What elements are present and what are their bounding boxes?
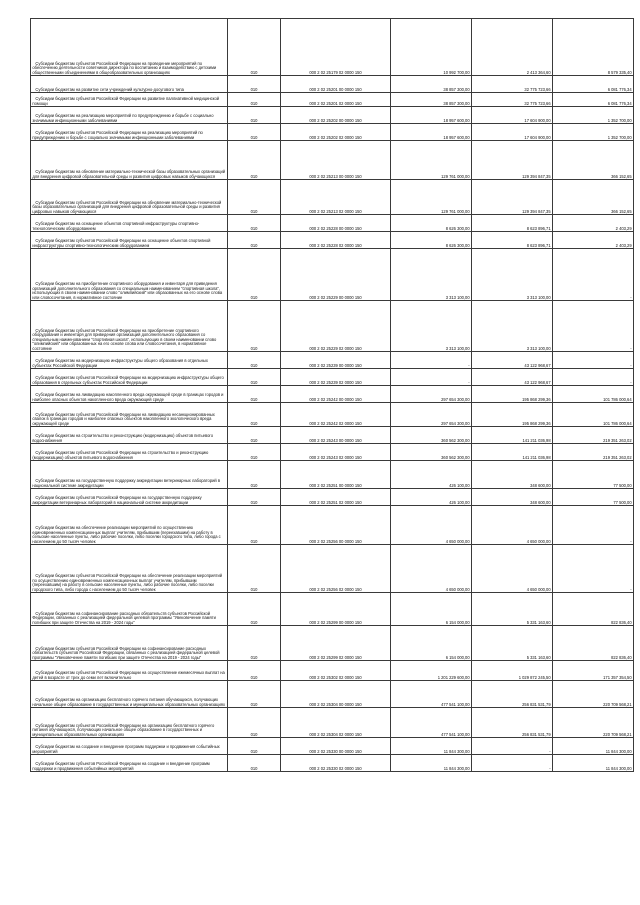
row-name: Субсидии бюджетам на организацию бесплатного горячего питания обучающихся, получающих начальное общее образование в государственных и муниципальных образовательных организациях [31, 681, 228, 708]
row-code: 010 [228, 681, 281, 708]
row-kbk: 000 2 02 25239 00 0000 150 [281, 352, 391, 369]
row-done: - [472, 738, 553, 755]
row-plan: 477 541 100,00 [391, 681, 472, 708]
row-kbk: 000 2 02 25228 02 0000 150 [281, 232, 391, 249]
table-row [31, 403, 634, 427]
budget-table-body [31, 19, 634, 772]
row-rest: 822 836,40 [553, 593, 634, 626]
row-plan: 6 154 000,00 [391, 626, 472, 661]
row-rest: 219 351 263,02 [553, 444, 634, 461]
row-plan: 426 100,00 [391, 461, 472, 489]
row-rest: - [553, 545, 634, 593]
row-name: Субсидии бюджетам субъектов Российской Федерации на создание и внедрение программ поддержки и продвижения событийных мероприятий [31, 755, 228, 772]
row-code: 010 [228, 386, 281, 403]
row-plan: 360 562 300,00 [391, 444, 472, 461]
table-row [31, 755, 634, 772]
row-rest: 11 844 300,00 [553, 738, 634, 755]
row-kbk: 000 2 02 25251 00 0000 150 [281, 461, 391, 489]
row-plan: 18 957 600,00 [391, 107, 472, 124]
row-done: 5 331 163,60 [472, 593, 553, 626]
row-name: Субсидии бюджетам на софинансирование расходных обязательств субъектов Российской Федерации, связанных с реализацией федеральной целевой программы "Увековечение памяти погибших при защите Отечества на 2019 - 2024 годы" [31, 593, 228, 626]
row-kbk: 000 2 02 25179 02 0000 150 [281, 19, 391, 76]
row-rest: 2 403,29 [553, 215, 634, 232]
row-done: 256 831 531,79 [472, 708, 553, 738]
table-row [31, 249, 634, 301]
row-kbk: 000 2 02 25202 00 0000 150 [281, 107, 391, 124]
row-code: 010 [228, 141, 281, 180]
row-done: 195 868 299,36 [472, 386, 553, 403]
row-plan: 38 857 300,00 [391, 93, 472, 107]
row-done: 5 331 163,60 [472, 626, 553, 661]
table-row [31, 141, 634, 180]
row-done: 4 650 000,00 [472, 545, 553, 593]
row-code: 010 [228, 93, 281, 107]
row-code: 010 [228, 444, 281, 461]
row-kbk: 000 2 02 25330 02 0000 150 [281, 755, 391, 772]
row-plan: 6 154 000,00 [391, 593, 472, 626]
table-row [31, 386, 634, 403]
row-name: Субсидии бюджетам на государственную поддержку аккредитации ветеринарных лабораторий в национальной системе аккредитации [31, 461, 228, 489]
row-done: 8 623 896,71 [472, 232, 553, 249]
row-plan: 477 541 100,00 [391, 708, 472, 738]
table-row [31, 301, 634, 352]
row-done: 1 029 872 245,50 [472, 661, 553, 681]
row-kbk: 000 2 02 25239 02 0000 150 [281, 369, 391, 386]
row-code: 010 [228, 215, 281, 232]
row-name: Субсидии бюджетам на ликвидацию накопленного вреда окружающей среде в границах городов и наиболее опасных объектов накопленного вреда окружающей среде [31, 386, 228, 403]
row-code: 010 [228, 369, 281, 386]
row-rest: - [553, 249, 634, 301]
row-name: Субсидии бюджетам субъектов Российской Федерации на обеспечение реализации мероприятий по осуществлению единовременных компенсационных выплат учителям, прибывшим (переехавшим) на работу в сельские населенные пункты, либо рабочие поселки, либо поселки городского типа, либо города с населением до 50 тысяч человек [31, 545, 228, 593]
row-kbk: 000 2 02 25229 02 0000 150 [281, 301, 391, 352]
row-code: 010 [228, 124, 281, 141]
row-kbk: 000 2 02 25213 02 0000 150 [281, 180, 391, 215]
row-name: Субсидии бюджетам субъектов Российской Федерации на государственную поддержку аккредитации ветеринарных лабораторий в национальной системе аккредитации [31, 489, 228, 506]
row-rest: 6 081 776,34 [553, 76, 634, 93]
row-name: Субсидии бюджетам на реализацию мероприятий по предупреждению и борьбе с социально значимыми инфекционными заболеваниями [31, 107, 228, 124]
row-rest: 219 351 263,02 [553, 427, 634, 444]
row-done: 17 604 900,00 [472, 107, 553, 124]
row-code: 010 [228, 489, 281, 506]
row-name: Субсидии бюджетам на модернизацию инфраструктуры общего образования в отдельных субъектах Российской Федерации [31, 352, 228, 369]
table-row [31, 19, 634, 76]
row-rest: 101 786 000,64 [553, 403, 634, 427]
row-plan: 11 844 300,00 [391, 755, 472, 772]
row-code: 010 [228, 180, 281, 215]
row-rest: 11 844 300,00 [553, 755, 634, 772]
row-plan: 1 201 229 600,00 [391, 661, 472, 681]
row-kbk: 000 2 02 25256 00 0000 150 [281, 506, 391, 545]
table-row [31, 180, 634, 215]
row-done: 32 775 723,66 [472, 93, 553, 107]
row-done: 141 211 036,98 [472, 444, 553, 461]
row-name: Субсидии бюджетам субъектов Российской Федерации на оснащение объектов спортивной инфраструктуры спортивно-технологическим оборудованием [31, 232, 228, 249]
row-name: Субсидии бюджетам на строительство и реконструкцию (модернизацию) объектов питьевого водоснабжения [31, 427, 228, 444]
row-plan: 8 626 300,00 [391, 232, 472, 249]
row-kbk: 000 2 02 25242 02 0000 150 [281, 403, 391, 427]
row-done: 32 775 723,66 [472, 76, 553, 93]
row-plan: 8 626 300,00 [391, 215, 472, 232]
row-plan: 360 562 300,00 [391, 427, 472, 444]
table-row [31, 626, 634, 661]
row-code: 010 [228, 76, 281, 93]
row-rest: 77 500,00 [553, 461, 634, 489]
row-done: 3 313 100,00 [472, 301, 553, 352]
row-rest: 8 579 335,40 [553, 19, 634, 76]
row-plan: 11 844 300,00 [391, 738, 472, 755]
budget-table [30, 18, 634, 772]
row-code: 010 [228, 626, 281, 661]
row-name: Субсидии бюджетам субъектов Российской Федерации на модернизацию инфраструктуры общего образования в отдельных субъектах Российской Федерации [31, 369, 228, 386]
row-kbk: 000 2 02 25213 00 0000 150 [281, 141, 391, 180]
row-kbk: 000 2 02 25242 00 0000 150 [281, 386, 391, 403]
row-code: 010 [228, 461, 281, 489]
table-row [31, 738, 634, 755]
row-rest: 2 403,29 [553, 232, 634, 249]
row-done: 3 313 100,00 [472, 249, 553, 301]
row-done: 256 831 531,79 [472, 681, 553, 708]
row-kbk: 000 2 02 25228 00 0000 150 [281, 215, 391, 232]
row-rest: 366 152,65 [553, 141, 634, 180]
row-code: 010 [228, 545, 281, 593]
row-kbk: 000 2 02 25243 00 0000 150 [281, 427, 391, 444]
row-done: 43 122 968,67 [472, 369, 553, 386]
table-row [31, 352, 634, 369]
row-done: 2 413 364,60 [472, 19, 553, 76]
table-row [31, 661, 634, 681]
row-code: 010 [228, 661, 281, 681]
row-code: 010 [228, 738, 281, 755]
table-row [31, 93, 634, 107]
row-plan: 426 100,00 [391, 489, 472, 506]
row-kbk: 000 2 02 25201 02 0000 150 [281, 93, 391, 107]
table-row [31, 681, 634, 708]
row-name: Субсидии бюджетам субъектов Российской Федерации на реализацию мероприятий по предупреждению и борьбе с социально значимыми инфекционными заболеваниями [31, 124, 228, 141]
row-code: 010 [228, 301, 281, 352]
row-code: 010 [228, 593, 281, 626]
row-done: 129 394 847,35 [472, 180, 553, 215]
row-kbk: 000 2 02 25251 02 0000 150 [281, 489, 391, 506]
row-plan: 4 650 000,00 [391, 506, 472, 545]
row-name: Субсидии бюджетам субъектов Российской Федерации на организацию бесплатного горячего питания обучающихся, получающих начальное общее образование в государственных и муниципальных образовательных организациях [31, 708, 228, 738]
row-plan: 38 857 300,00 [391, 76, 472, 93]
row-done: 141 211 036,98 [472, 427, 553, 444]
row-kbk: 000 2 02 25243 02 0000 150 [281, 444, 391, 461]
row-plan: 3 313 100,00 [391, 301, 472, 352]
row-name: Субсидии бюджетам субъектов Российской Федерации на ликвидацию несанкционированных свалок в границах городов и наиболее опасных объектов накопленного экологического вреда окружающей среде [31, 403, 228, 427]
row-plan: 18 957 600,00 [391, 124, 472, 141]
row-code: 010 [228, 352, 281, 369]
row-code: 010 [228, 107, 281, 124]
row-kbk: 000 2 02 25304 00 0000 150 [281, 681, 391, 708]
table-row [31, 427, 634, 444]
table-row [31, 107, 634, 124]
row-code: 010 [228, 755, 281, 772]
row-rest: - [553, 369, 634, 386]
row-name: Субсидии бюджетам на обеспечение реализации мероприятий по осуществлению единовременных компенсационных выплат учителям, прибывшим (переехавшим) на работу в сельские населенные пункты, либо рабочие поселки, либо поселки городского типа, либо города с населением до 50 тысяч человек [31, 506, 228, 545]
row-done: 348 600,00 [472, 489, 553, 506]
row-done: 4 650 000,00 [472, 506, 553, 545]
row-plan: 3 313 100,00 [391, 249, 472, 301]
table-row [31, 124, 634, 141]
row-name: Субсидии бюджетам на приобретение спортивного оборудования и инвентаря для приведения организаций дополнительного образования со специальным наименованием "спортивная школа", использующих в своем наименовании слово "олимпийский" или образованных на его основе слова или словосочетания, в нормативное состояние [31, 249, 228, 301]
row-rest: 1 352 700,00 [553, 124, 634, 141]
row-plan: 10 992 700,00 [391, 19, 472, 76]
row-name: Субсидии бюджетам субъектов Российской Федерации на обновление материально-технической базы образовательных организаций для внедрения цифровой образовательной среды и развития цифровых навыков обучающихся [31, 180, 228, 215]
row-plan: - [391, 369, 472, 386]
row-plan: 4 650 000,00 [391, 545, 472, 593]
row-done: - [472, 755, 553, 772]
row-code: 010 [228, 427, 281, 444]
row-rest: 366 152,65 [553, 180, 634, 215]
row-name: Субсидии бюджетам субъектов Российской Федерации на софинансирование расходных обязательств субъектов Российской Федерации, связанных с реализацией федеральной целевой программы "Увековечение памяти погибших при защите Отечества на 2019 - 2024 годы" [31, 626, 228, 661]
table-row [31, 369, 634, 386]
table-row [31, 489, 634, 506]
row-kbk: 000 2 02 25229 00 0000 150 [281, 249, 391, 301]
row-name: Субсидии бюджетам на обновление материально-технической базы образовательных организаций для внедрения цифровой образовательной среды и развития цифровых навыков обучающихся [31, 141, 228, 180]
row-code: 010 [228, 19, 281, 76]
row-code: 010 [228, 506, 281, 545]
row-rest: 1 352 700,00 [553, 107, 634, 124]
table-row [31, 215, 634, 232]
row-plan: 129 761 000,00 [391, 180, 472, 215]
table-row [31, 506, 634, 545]
row-kbk: 000 2 02 25201 00 0000 150 [281, 76, 391, 93]
row-kbk: 000 2 02 25302 02 0000 150 [281, 661, 391, 681]
row-rest: 77 500,00 [553, 489, 634, 506]
table-row [31, 708, 634, 738]
row-plan: 129 761 000,00 [391, 141, 472, 180]
table-row [31, 461, 634, 489]
row-rest: 220 709 568,21 [553, 708, 634, 738]
row-done: 8 623 896,71 [472, 215, 553, 232]
row-done: 17 604 900,00 [472, 124, 553, 141]
row-done: 43 122 968,67 [472, 352, 553, 369]
row-name: Субсидии бюджетам субъектов Российской Федерации на проведение мероприятий по обеспечению деятельности советников директора по воспитанию и взаимодействию с детскими общественными объединениями в общеобразовательных организациях [31, 19, 228, 76]
row-rest: - [553, 506, 634, 545]
row-code: 010 [228, 403, 281, 427]
row-name: Субсидии бюджетам на развитие сети учреждений культурно-досугового типа [31, 76, 228, 93]
row-code: 010 [228, 232, 281, 249]
row-rest: 101 786 000,64 [553, 386, 634, 403]
row-done: 129 394 847,35 [472, 141, 553, 180]
row-kbk: 000 2 02 25299 00 0000 150 [281, 593, 391, 626]
row-plan: 297 654 300,00 [391, 403, 472, 427]
table-row [31, 545, 634, 593]
row-plan: 297 654 300,00 [391, 386, 472, 403]
row-rest: 171 357 354,50 [553, 661, 634, 681]
row-rest: - [553, 301, 634, 352]
row-rest: 220 709 568,21 [553, 681, 634, 708]
row-name: Субсидии бюджетам субъектов Российской Федерации на осуществление ежемесячных выплат на детей в возрасте от трех до семи лет включительно [31, 661, 228, 681]
row-rest: 6 081 776,34 [553, 93, 634, 107]
budget-report-sheet [30, 18, 634, 772]
row-kbk: 000 2 02 25202 02 0000 150 [281, 124, 391, 141]
row-code: 010 [228, 249, 281, 301]
row-name: Субсидии бюджетам на создание и внедрение программ поддержки и продвижения событийных мероприятий [31, 738, 228, 755]
row-plan: - [391, 352, 472, 369]
row-done: 348 600,00 [472, 461, 553, 489]
row-rest: - [553, 352, 634, 369]
row-name: Субсидии бюджетам субъектов Российской Федерации на строительство и реконструкцию (модернизацию) объектов питьевого водоснабжения [31, 444, 228, 461]
row-kbk: 000 2 02 25330 00 0000 150 [281, 738, 391, 755]
row-kbk: 000 2 02 25304 02 0000 150 [281, 708, 391, 738]
row-name: Субсидии бюджетам субъектов Российской Федерации на развитие паллиативной медицинской помощи [31, 93, 228, 107]
row-kbk: 000 2 02 25256 02 0000 150 [281, 545, 391, 593]
row-rest: 822 836,40 [553, 626, 634, 661]
row-code: 010 [228, 708, 281, 738]
row-name: Субсидии бюджетам на оснащение объектов спортивной инфраструктуры спортивно-технологическим оборудованием [31, 215, 228, 232]
table-row [31, 444, 634, 461]
row-name: Субсидии бюджетам субъектов Российской Федерации на приобретение спортивного оборудования и инвентаря для приведения организаций дополнительного образования со специальным наименованием "спортивная школа", использующих в своем наименовании слово "олимпийский" или образованных на его основе слова или словосочетания, в нормативное состояние [31, 301, 228, 352]
row-done: 195 868 299,36 [472, 403, 553, 427]
table-row [31, 232, 634, 249]
table-row [31, 593, 634, 626]
table-row [31, 76, 634, 93]
row-kbk: 000 2 02 25299 02 0000 150 [281, 626, 391, 661]
